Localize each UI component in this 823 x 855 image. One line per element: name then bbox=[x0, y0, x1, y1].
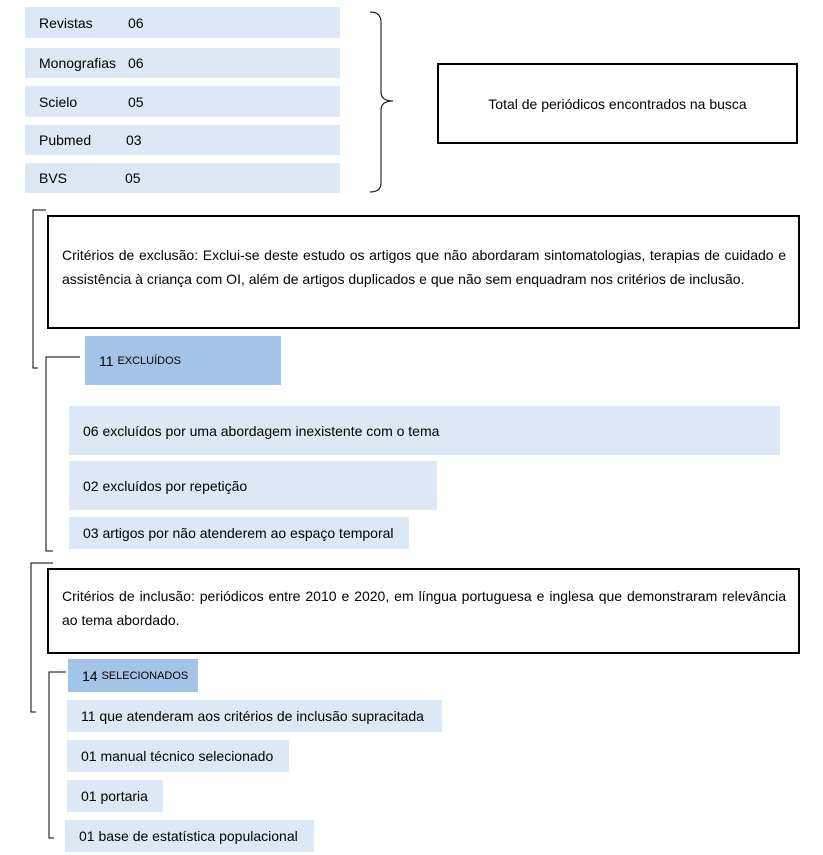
source-count: 05 bbox=[125, 170, 141, 186]
source-name: Monografias bbox=[39, 55, 117, 71]
inclusion-criteria-box bbox=[47, 568, 800, 654]
inclusion-item-text: 01 base de estatística populacional bbox=[79, 828, 298, 844]
exclusion-item bbox=[69, 517, 409, 549]
exclusion-item bbox=[69, 461, 437, 510]
inclusion-item bbox=[67, 780, 163, 812]
source-count: 06 bbox=[128, 14, 144, 31]
exclusion-item-text: 06 excluídos por uma abordagem inexistente com o tema bbox=[83, 422, 440, 439]
exclusion-item bbox=[69, 406, 780, 455]
source-name: BVS bbox=[39, 170, 68, 186]
exclusion-criteria-box bbox=[47, 215, 800, 329]
exclusion-criteria-text: Critérios de exclusão: Exclui-se deste estudo os artigos que não abordaram sintomatologias, terapias de cuidado e assistência à criança com OI, além de artigos duplicados e que não sem enquadram nos critérios de inclusão. bbox=[62, 247, 786, 287]
source-row bbox=[25, 163, 340, 193]
source-count: 03 bbox=[126, 132, 142, 148]
source-row bbox=[25, 86, 340, 117]
total-box bbox=[437, 63, 798, 144]
source-row bbox=[25, 125, 340, 155]
source-row bbox=[25, 7, 340, 38]
selected-count-label: SELECIONADOS bbox=[101, 669, 189, 682]
excluded-count-box bbox=[85, 336, 281, 385]
inclusion-item-text: 11 que atenderam aos critérios de inclusão supracitada bbox=[81, 708, 424, 724]
inclusion-item bbox=[67, 700, 442, 732]
source-name: Scielo bbox=[39, 93, 78, 110]
inclusion-items-bracket bbox=[49, 672, 66, 838]
inclusion-item bbox=[67, 740, 289, 772]
source-count: 05 bbox=[128, 93, 144, 110]
exclusion-item-text: 03 artigos por não atenderem ao espaço temporal bbox=[83, 525, 394, 541]
inclusion-item-text: 01 portaria bbox=[81, 788, 148, 804]
source-name: Revistas bbox=[39, 14, 93, 31]
inclusion-item-text: 01 manual técnico selecionado bbox=[81, 748, 274, 764]
inclusion-criteria-text: Critérios de inclusão: periódicos entre 2010 e 2020, em língua portuguesa e inglesa que demonstraram relevância ao tema abordado. bbox=[62, 588, 786, 628]
source-count: 06 bbox=[128, 55, 144, 71]
selected-count: 14 bbox=[82, 667, 98, 684]
exclusion-bracket bbox=[33, 210, 46, 368]
total-label: Total de periódicos encontrados na busca bbox=[488, 95, 747, 112]
exclusion-item-text: 02 excluídos por repetição bbox=[83, 477, 248, 494]
selected-count-box bbox=[68, 659, 198, 692]
sources-brace bbox=[370, 12, 393, 192]
source-name: Pubmed bbox=[39, 132, 92, 148]
excluded-count: 11 bbox=[99, 352, 114, 369]
inclusion-item bbox=[65, 820, 314, 852]
source-row bbox=[25, 48, 340, 78]
excluded-count-label: EXCLUÍDOS bbox=[117, 354, 182, 367]
